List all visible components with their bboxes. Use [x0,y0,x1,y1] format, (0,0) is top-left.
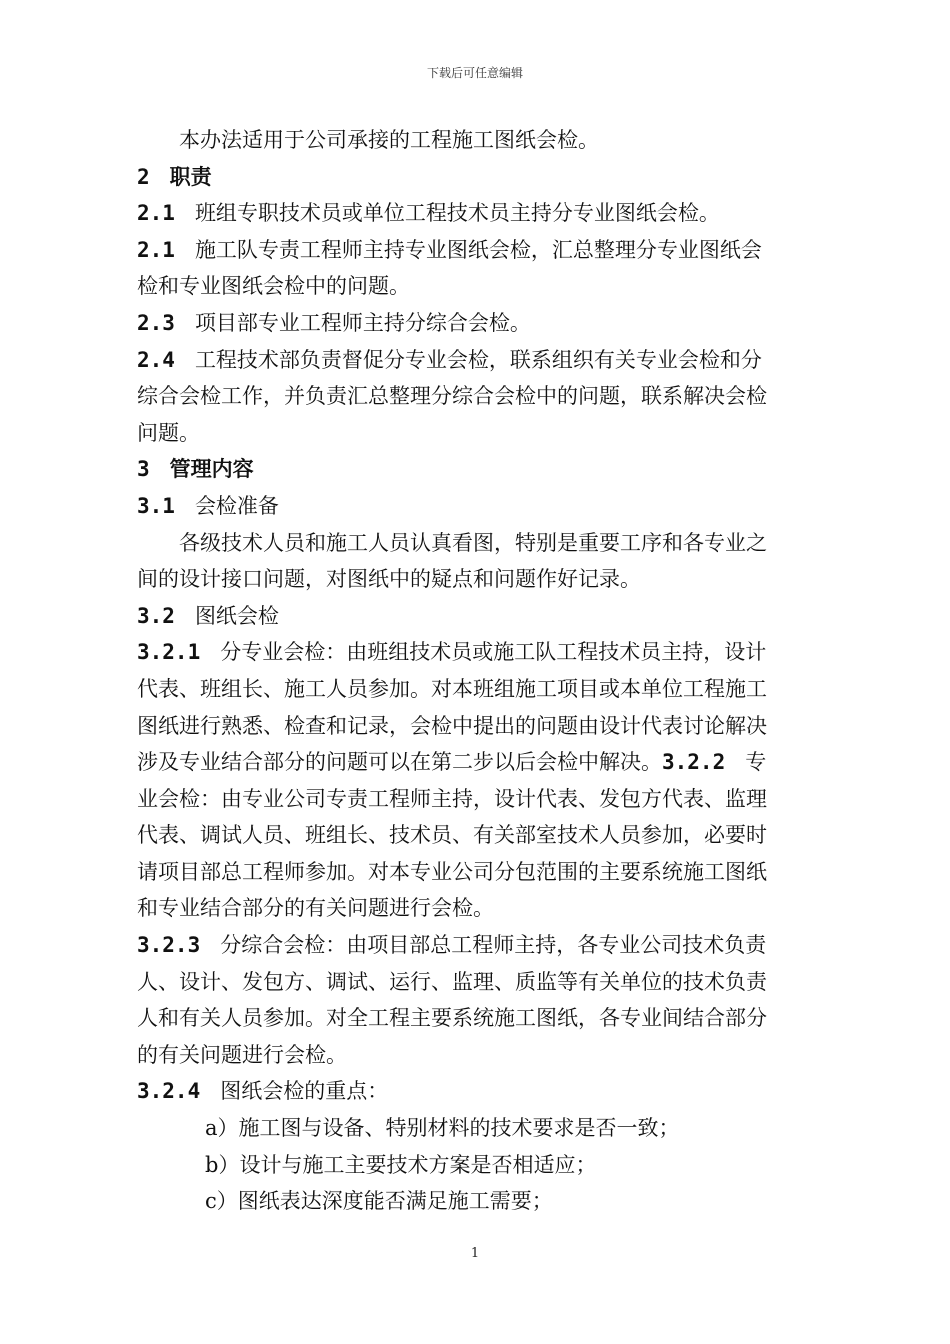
clause-continuation: 人和有关人员参加。对全工程主要系统施工图纸，各专业间结合部分 [137,1006,767,1031]
clause-text: 班组专职技术员或单位工程技术员主持分专业图纸会检。 [194,201,720,226]
clause-number: 2.1 [137,201,175,226]
clause-continuation: 图纸进行熟悉、检查和记录，会检中提出的问题由设计代表讨论解决 [137,713,767,738]
section-title: 职责 [169,163,212,189]
clause-text: 分专业会检：由班组技术员或施工队工程技术员主持，设计 [220,640,767,665]
clause-text: 分综合会检：由项目部总工程师主持，各专业公司技术负责 [220,933,767,958]
clause-text: 图纸会检的重点： [220,1079,389,1104]
clause-continuation: 请项目部总工程师参加。对本专业公司分包范围的主要系统施工图纸 [137,859,767,884]
list-item: a）施工图与设备、特别材料的技术要求是否一致； [205,1116,680,1141]
clause-continuation: 业会检：由专业公司专责工程师主持，设计代表、发包方代表、监理 [137,786,767,811]
clause-number: 3.2.4 [137,1079,201,1104]
section-number: 2 [137,164,150,189]
clause-text: 涉及专业结合部分的问题可以在第二步以后会检中解决。 [137,750,662,775]
clause-continuation: 代表、班组长、施工人员参加。对本班组施工项目或本单位工程施工 [137,676,767,701]
page-header: 下载后可任意编辑 [426,66,523,80]
clause-continuation: 和专业结合部分的有关问题进行会检。 [137,896,494,921]
clause-text: 专 [745,750,767,775]
clause-text: 图纸会检 [194,603,279,628]
clause-number: 2.4 [137,347,175,372]
clause [137,342,813,379]
list-item: c）图纸表达深度能否满足施工需要； [205,1189,553,1214]
section-number: 3 [137,457,150,482]
clause-number: 2.3 [137,310,175,335]
clause-text: 工程技术部负责督促分专业会检，联系组织有关专业会检和分 [194,347,762,372]
page-number: 1 [470,1246,480,1261]
clause-text: 施工队专责工程师主持专业图纸会检，汇总整理分专业图纸会 [194,237,762,262]
clause [137,305,813,342]
clause-number: 3.1 [137,493,175,518]
section-heading [137,451,813,488]
clause [137,488,813,525]
clause [137,927,813,964]
clause-continuation: 人、设计、发包方、调试、运行、监理、质监等有关单位的技术负责 [137,969,767,994]
clause-number: 2.1 [137,237,175,262]
clause-continuation: 的有关问题进行会检。 [137,1042,347,1067]
clause-continuation: 代表、调试人员、班组长、技术员、有关部室技术人员参加，必要时 [137,823,767,848]
clause-continuation: 检和专业图纸会检中的问题。 [137,274,410,299]
clause [137,598,813,635]
clause-number: 3.2.1 [137,640,201,665]
clause [137,634,813,671]
clause [137,195,813,232]
section-heading [137,159,813,196]
paragraph: 各级技术人员和施工人员认真看图，特别是重要工序和各专业之 [179,530,767,555]
clause-number: 3.2.2 [662,750,726,775]
clause-text: 会检准备 [194,493,279,518]
paragraph-continuation: 间的设计接口问题，对图纸中的疑点和问题作好记录。 [137,567,641,592]
clause-number: 3.2.3 [137,933,201,958]
clause-number: 3.2 [137,603,175,628]
clause-continuation: 综合会检工作，并负责汇总整理分综合会检中的问题，联系解决会检 [137,384,767,409]
clause [137,1073,813,1110]
clause-continuation [137,744,813,781]
scope-text: 本办法适用于公司承接的工程施工图纸会检。 [179,128,599,152]
clause-text: 项目部专业工程师主持分综合会检。 [194,310,531,335]
section-title: 管理内容 [169,456,254,482]
document-body [137,122,813,1220]
clause [137,232,813,269]
list-item: b）设计与施工主要技术方案是否相适应； [205,1152,597,1177]
clause-continuation: 问题。 [137,420,200,445]
